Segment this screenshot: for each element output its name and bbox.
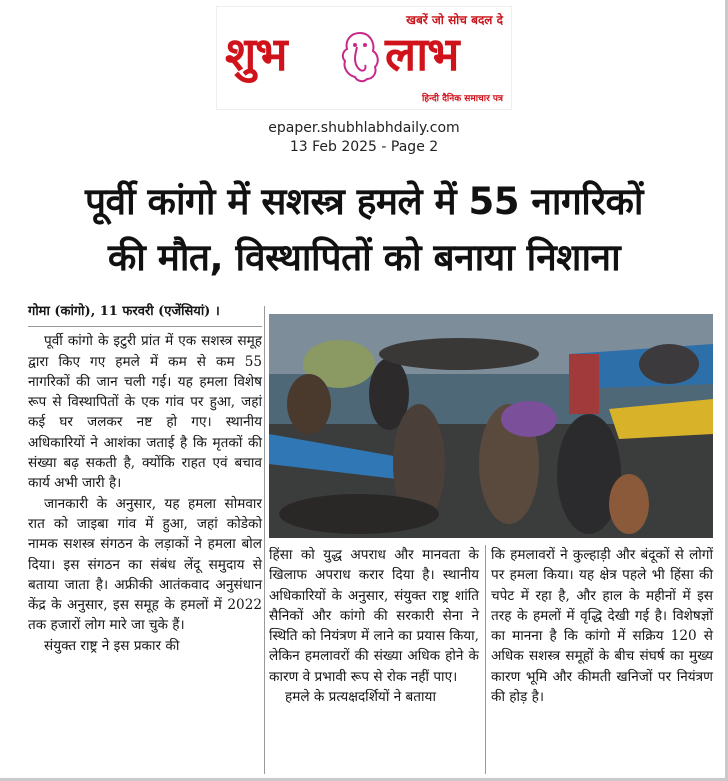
column-divider-1 [264, 306, 265, 774]
masthead-subtitle: हिन्दी दैनिक समाचार पत्र [421, 94, 503, 104]
news-photo [269, 314, 713, 538]
article-dateline: गोमा (कांगो), 11 फरवरी (एजेंसियां) । [28, 302, 262, 327]
article-paragraph-1: पूर्वी कांगो के इटुरी प्रांत में एक सशस्त्र समूह द्वारा किए गए हमले में कम से कम 55 नागरिकों की जान चली गई। यह हमला विशेष रूप से विस्थापितों के एक गांव पर हुआ, जहां कई घर जलकर नष्ट हो गए। स्थानीय अधिकारियों ने आशंका जताई है कि मृतकों की संख्या बढ़ सकती है, क्योंकि राहत एवं बचाव कार्य अभी जारी है। [28, 333, 262, 492]
column-divider-2 [485, 545, 486, 774]
article-column-3-text: कि हमलावरों ने कुल्हाड़ी और बंदूकों से लोगों पर हमला किया। यह क्षेत्र पहले भी हिंसा की चपेट में रहा है, और हाल के महीनों में इस तरह के हमलों में वृद्धि देखी गई है। विशेषज्ञों का मानना है कि कांगो में सक्रिय 120 से अधिक सशस्त्र समूहों के बीच संघर्ष का मुख्य कारण भूमि और कीमती खनिजों पर नियंत्रण की होड़ है। [491, 547, 713, 706]
article-headline [14, 174, 714, 286]
masthead-tagline: खबरें जो सोच बदल दे [406, 13, 503, 27]
logo-word-left: शुभ [225, 27, 287, 81]
edition-url[interactable]: epaper.shubhlabhdaily.com [268, 120, 460, 136]
article-column-2-text: हिंसा को युद्ध अपराध और मानवता के खिलाफ अपराध करार दिया है। स्थानीय अधिकारियों के अनुसार, संयुक्त राष्ट्र शांति सैनिकों और कांगो की सरकारी सेना ने स्थिति को नियंत्रण में लाने का प्रयास किया, लेकिन हमलावरों की संख्या अधिक होने के कारण वे प्रभावी रूप से रोक नहीं पाए। [269, 547, 479, 685]
logo-word-right: लाभ [385, 27, 459, 81]
article-column-1 [28, 302, 262, 656]
edition-date-page: 13 Feb 2025 - Page 2 [289, 139, 439, 155]
article-column-3 [491, 545, 713, 707]
article-paragraph-3-start: संयुक्त राष्ट्र ने इस प्रकार की [44, 637, 180, 654]
article-column-2-para-2-start: हमले के प्रत्यक्षदर्शियों ने बताया [285, 689, 436, 706]
masthead [216, 6, 512, 110]
article-column-2 [269, 545, 479, 707]
article-paragraph-2: जानकारी के अनुसार, यह हमला सोमवार रात को जाइबा गांव में हुआ, जहां कोडेको नामक सशस्त्र संगठन के लड़ाकों ने हमला बोल दिया। इस संगठन का संबंध लेंदू समुदाय से बताया जाता है। अफ्रीकी आतंकवाद अनुसंधान केंद्र के अनुसार, इस समूह के हमलों में 2022 तक हजारों लोग मारे जा चुके हैं। [28, 495, 262, 634]
ganesh-icon [335, 29, 385, 85]
headline-line-1: पूर्वी कांगो में सशस्त्र हमले में 55 नागरिकों [84, 180, 643, 223]
headline-line-2: की मौत, विस्थापितों को बनाया निशाना [107, 236, 621, 279]
